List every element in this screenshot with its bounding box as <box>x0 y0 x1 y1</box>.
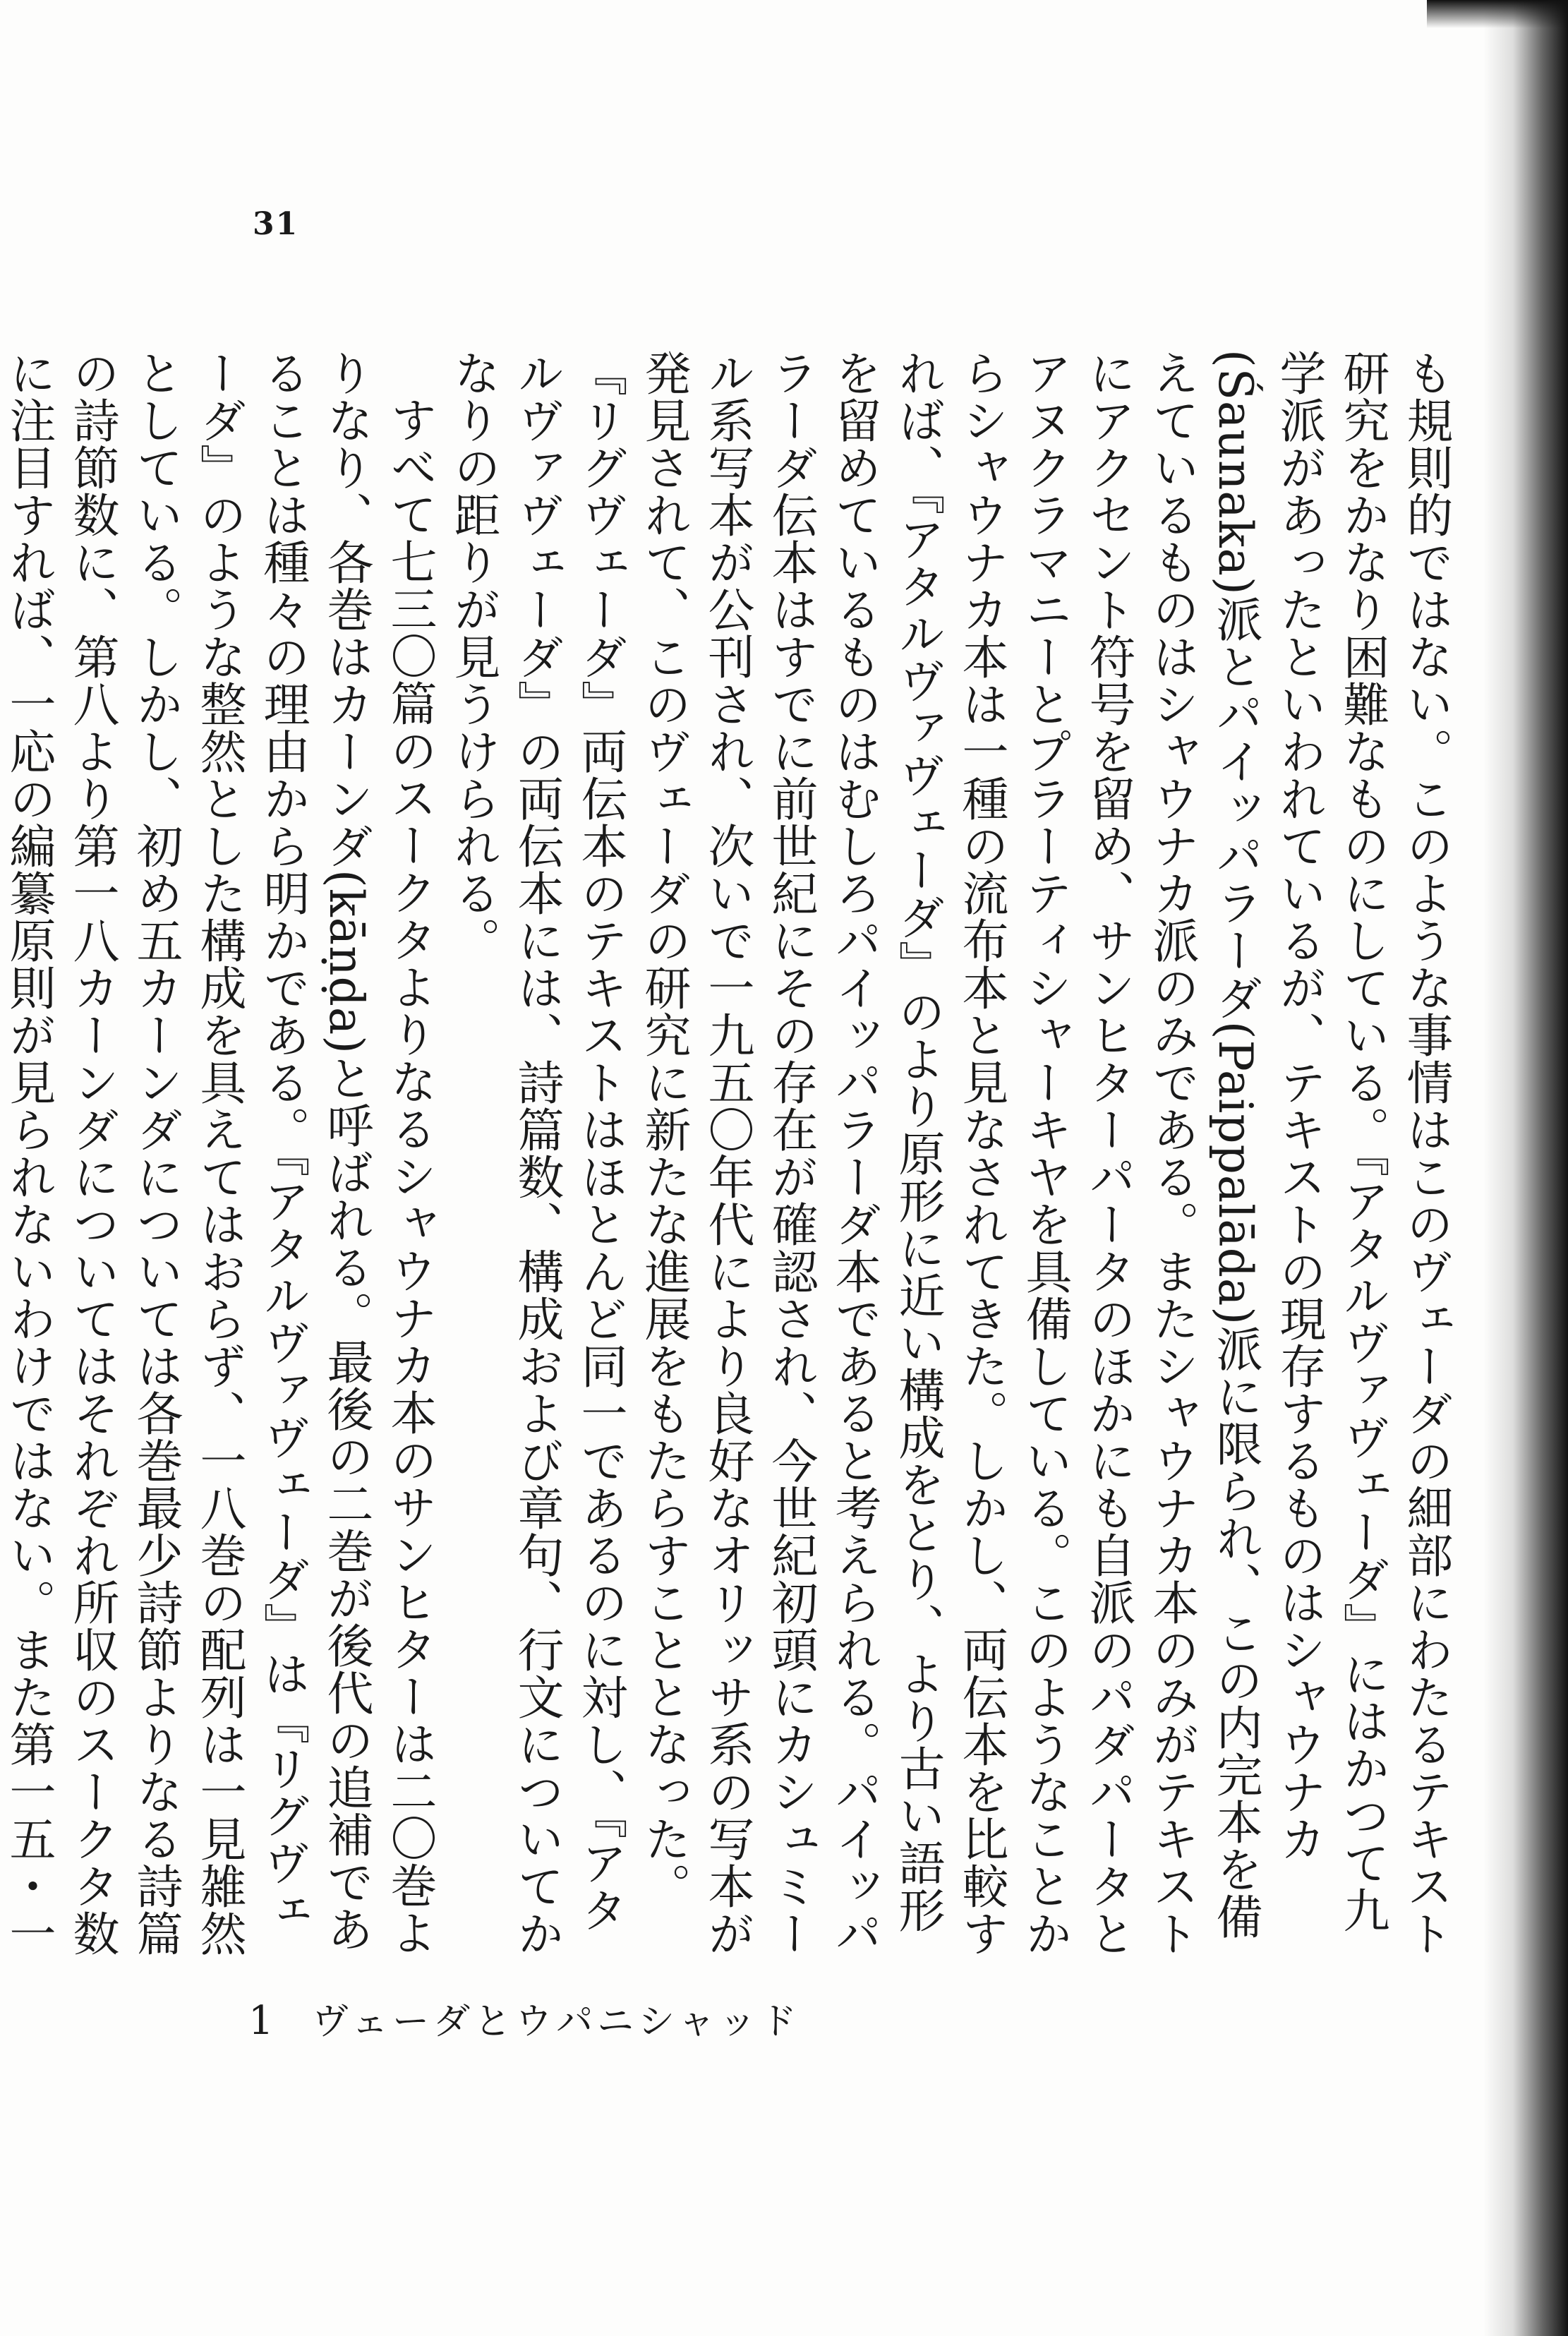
page-number: 31 <box>253 206 299 242</box>
running-footer <box>248 1992 801 2045</box>
scan-binding-shadow <box>1427 0 1568 28</box>
scan-binding-edge <box>1483 0 1568 2336</box>
body-text <box>1 349 1457 1973</box>
chapter-title: ヴェーダとウパニシャッド <box>312 2001 802 2043</box>
chapter-number: 1 <box>248 1998 274 2044</box>
paragraph-1: も規則的ではない。このような事情はこのヴェーダの細部にわたるテキスト研究をかなり困難なものにしている。『アタルヴァヴェーダ』にはかつて九学派があったといわれているが、テキストの現存するものはシャウナカ(Śaunaka)派とパイッパラーダ(Paippalāda)派に限られ、この内完本を備えているものはシャウナカ派のみである。またシャウナカ本のみがテキストにアクセント符号を留め、サンヒターパータのほかにも自派のパダパータとアヌクラマニーとプラーティシャーキヤを具備している。このようなことからシャウナカ本は一種の流布本と見なされてきた。しかし、両伝本を比較すれば、『アタルヴァヴェーダ』のより原形に近い構成をとり、より古い語形を留めているものはむしろパイッパラーダ本であると考えられる。パイッパラーダ伝本はすでに前世紀にその存在が確認され、今世紀初頭にカシュミール系写本が公刊され、次いで一九五〇年代により良好なオリッサ系の写本が発見されて、このヴェーダの研究に新たな進展をもたらすこととなった。『リグヴェーダ』両伝本のテキストはほとんど同一であるのに対し、『アタルヴァヴェーダ』の両伝本には、詩篇数、構成および章句、行文についてかなりの距りが見うけられる。 <box>446 349 1453 1957</box>
paragraph-2: すべて七三〇篇のスークタよりなるシャウナカ本のサンヒターは二〇巻よりなり、各巻はカーンダ(kāṇḍa)と呼ばれる。最後の二巻が後代の追補であることは種々の理由から明かである。『アタルヴァヴェーダ』は『リグヴェーダ』のような整然とした構成を具えてはおらず、一八巻の配列は一見雑然としている。しかし、初め五カーンダについては各巻最少詩節よりなる詩篇の詩節数に、第八より第一八カーンダについてはそれぞれ所収のスークタ数に注目すれば、一応の編纂原則が見られないわけではない。また第一五・一 <box>1 349 437 1957</box>
